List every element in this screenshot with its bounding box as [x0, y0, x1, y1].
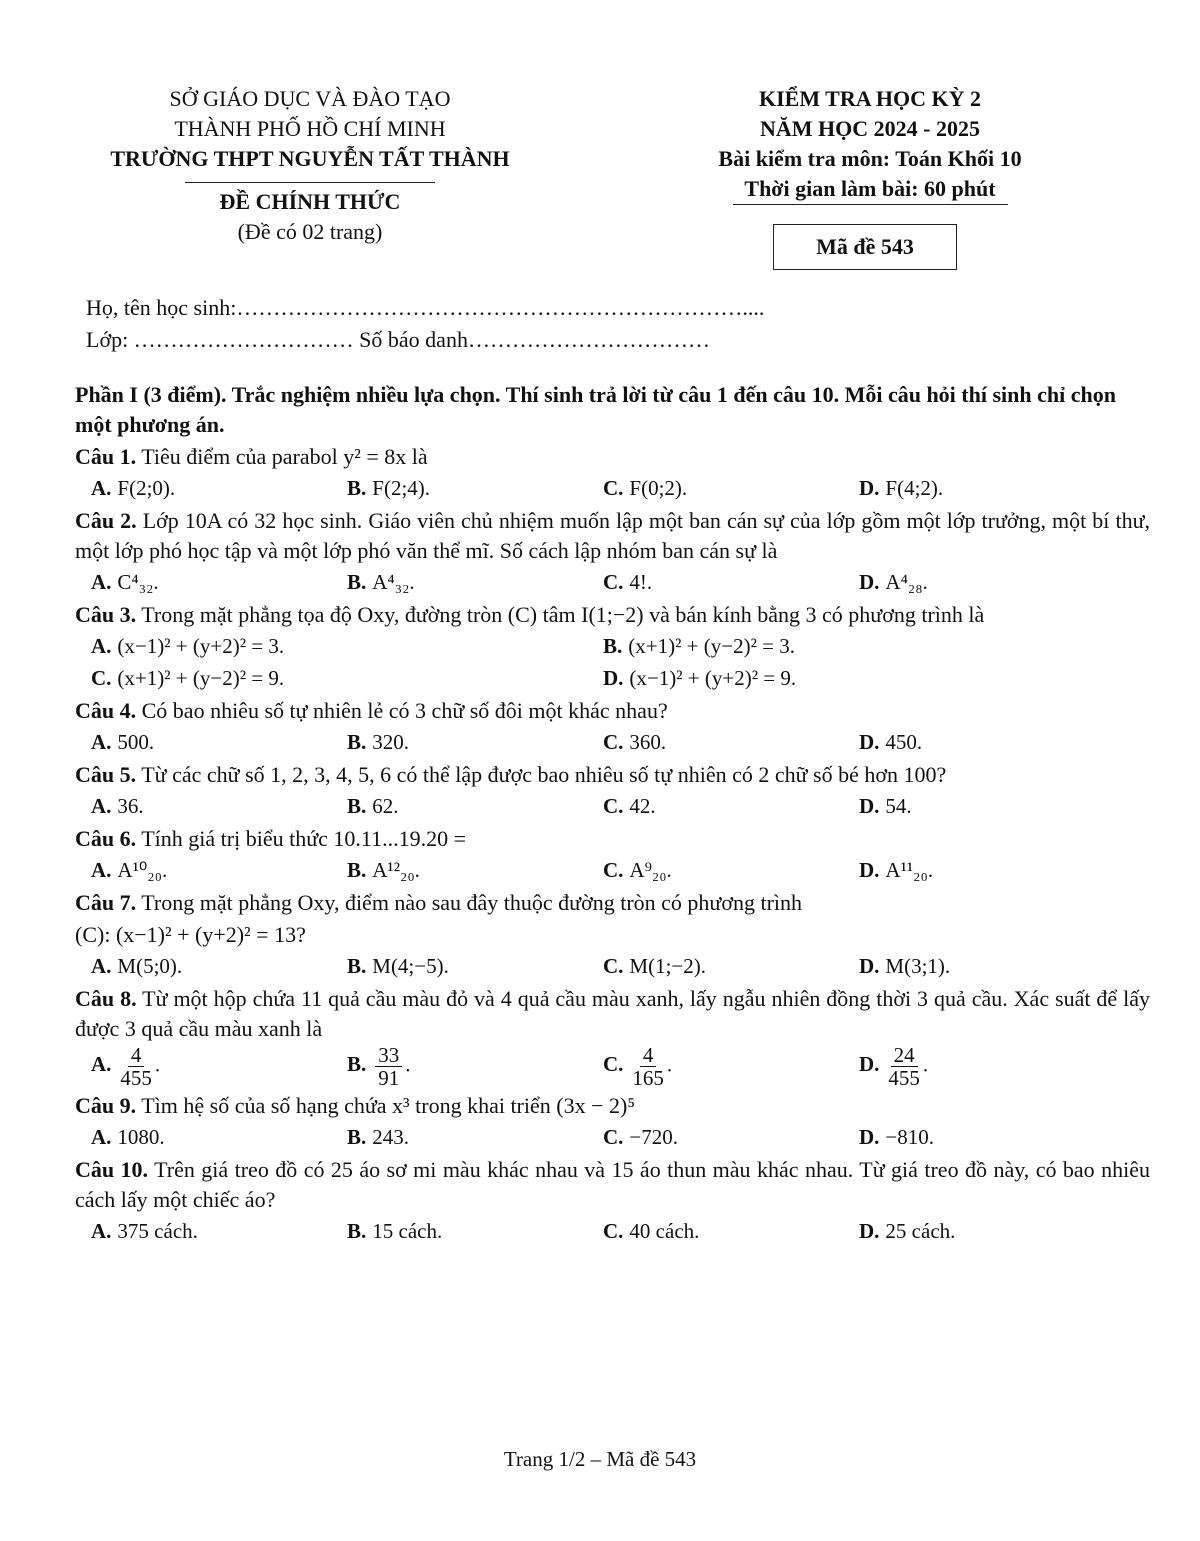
option-letter: A. [91, 730, 112, 754]
answer-option[interactable] [91, 1121, 347, 1153]
answer-options [91, 1044, 1150, 1089]
answer-option[interactable] [91, 854, 347, 886]
option-letter: D. [859, 730, 880, 754]
option-letter: D. [859, 954, 880, 978]
school-name: TRƯỜNG THPT NGUYỄN TẤT THÀNH [110, 146, 510, 171]
option-text: 320. [372, 730, 410, 754]
question [75, 506, 1150, 598]
question-stem [75, 442, 1150, 472]
option-letter: B. [347, 954, 367, 978]
question-text: Trong mặt phẳng Oxy, điểm nào sau đây thuộc đường tròn có phương trình [141, 890, 803, 915]
question-text: Tính giá trị biểu thức 10.11...19.20 = [141, 826, 466, 851]
question-text: Từ một hộp chứa 11 quả cầu màu đỏ và 4 quả cầu màu xanh, lấy ngẫu nhiên đồng thời 3 quả cầu. Xác suất để lấy được 3 quả cầu màu xanh là [75, 986, 1151, 1041]
question [75, 760, 1150, 822]
question-stem [75, 1155, 1150, 1215]
option-letter: D. [859, 1219, 880, 1243]
fraction-numerator: 24 [891, 1044, 918, 1067]
fraction-numerator: 33 [375, 1044, 402, 1067]
question-stem [75, 888, 1150, 918]
class-and-id-field: Lớp: ………………………… Số báo danh…………………………… [86, 327, 710, 352]
page-count-note: (Đề có 02 trang) [237, 219, 383, 244]
answer-option[interactable] [603, 566, 859, 598]
question [75, 442, 1150, 504]
answer-options [91, 630, 1150, 662]
option-letter: B. [347, 794, 367, 818]
question-label: Câu 9. [75, 1093, 137, 1118]
fraction-numerator: 4 [128, 1044, 145, 1067]
option-letter: B. [347, 1219, 367, 1243]
answer-options [91, 566, 1150, 598]
answer-option[interactable] [347, 566, 603, 598]
option-text: M(1;−2). [629, 954, 707, 978]
option-letter: C. [603, 570, 624, 594]
page-footer: Trang 1/2 – Mã đề 543 [503, 1447, 697, 1471]
option-letter: A. [91, 476, 112, 500]
option-text: M(3;1). [885, 954, 951, 978]
option-letter: B. [347, 858, 367, 882]
fraction [888, 1044, 920, 1089]
exam-header [680, 84, 1060, 205]
option-letter: C. [603, 1219, 624, 1243]
answer-options [91, 1215, 1150, 1247]
exam-title: KIỂM TRA HỌC KỲ 2 [758, 86, 982, 111]
option-text: 500. [117, 730, 155, 754]
answer-option[interactable] [91, 726, 347, 758]
option-letter: A. [91, 794, 112, 818]
option-text: (x+1)² + (y−2)² = 3. [628, 634, 795, 658]
question-label: Câu 3. [75, 602, 137, 627]
option-text: A⁴₃₂. [372, 570, 415, 594]
department-name: SỞ GIÁO DỤC VÀ ĐÀO TẠO [169, 86, 451, 111]
option-text: 25 cách. [885, 1219, 956, 1243]
answer-option[interactable] [859, 854, 1115, 886]
question-text: Lớp 10A có 32 học sinh. Giáo viên chủ nhiệm muốn lập một ban cán sự của lớp gồm một lớp trưởng, một bí thư, một lớp phó học tập và một lớp phó văn thể mĩ. Số cách lập nhóm ban cán sự là [75, 508, 1150, 563]
answer-option[interactable]: D. $\frac{24}{455}$ . [859, 1043, 929, 1090]
answer-option[interactable] [91, 472, 347, 504]
question [75, 1155, 1150, 1247]
option-text: F(2;0). [117, 476, 176, 500]
answer-options [91, 790, 1150, 822]
answer-option[interactable] [91, 662, 603, 694]
option-letter: B. [603, 634, 623, 658]
answer-options [91, 1121, 1150, 1153]
question-stem [75, 760, 1150, 790]
option-text: −810. [885, 1125, 935, 1149]
option-letter: D. [859, 570, 880, 594]
answer-option[interactable] [859, 1215, 1115, 1247]
answer-option[interactable]: B. $\frac{33}{91}$ . [347, 1043, 411, 1090]
option-text: M(4;−5). [372, 954, 449, 978]
fraction-denominator: 165 [632, 1066, 664, 1090]
answer-option[interactable] [603, 950, 859, 982]
option-letter: C. [603, 730, 624, 754]
fraction-denominator: 91 [378, 1066, 400, 1090]
answer-options [91, 726, 1150, 758]
question-text: Tiêu điểm của parabol y² = 8x là [141, 444, 428, 469]
option-letter: B. [347, 570, 367, 594]
option-letter: C. [91, 666, 112, 690]
answer-option[interactable] [347, 1121, 603, 1153]
answer-option[interactable] [603, 662, 1115, 694]
option-letter: C. [603, 1052, 624, 1077]
option-text: 62. [372, 794, 399, 818]
school-header [100, 84, 520, 247]
option-text: (x−1)² + (y+2)² = 9. [629, 666, 797, 690]
question [75, 696, 1150, 758]
option-letter: A. [91, 954, 112, 978]
exam-content [75, 380, 1150, 1247]
question-stem [75, 824, 1150, 854]
student-name-field: Họ, tên học sinh:…………………………………………………………….... [86, 295, 765, 320]
option-letter: C. [603, 794, 624, 818]
answer-option[interactable] [347, 854, 603, 886]
option-text: 42. [629, 794, 656, 818]
answer-option[interactable] [91, 1215, 347, 1247]
option-text: A⁹₂₀. [629, 858, 672, 882]
question-text: Trên giá treo đồ có 25 áo sơ mi màu khác nhau và 15 áo thun màu khác nhau. Từ giá treo đồ này, có bao nhiêu cách lấy một chiếc áo? [75, 1157, 1150, 1212]
question-stem [75, 696, 1150, 726]
answer-option[interactable] [859, 566, 1115, 598]
option-letter: C. [603, 1125, 624, 1149]
option-text: (x+1)² + (y−2)² = 9. [117, 666, 285, 690]
option-text: 54. [885, 794, 912, 818]
option-letter: B. [347, 476, 367, 500]
option-text: (x−1)² + (y+2)² = 3. [117, 634, 285, 658]
option-text: 450. [885, 730, 923, 754]
option-text: 15 cách. [372, 1219, 443, 1243]
option-letter: A. [91, 1125, 112, 1149]
question-stem [75, 1091, 1150, 1121]
question-text: Từ các chữ số 1, 2, 3, 4, 5, 6 có thể lập được bao nhiêu số tự nhiên có 2 chữ số bé hơn 100? [141, 762, 947, 787]
fraction [375, 1044, 402, 1089]
question-stem [75, 984, 1150, 1044]
answer-options [91, 472, 1150, 504]
question-label: Câu 10. [75, 1157, 149, 1182]
answer-options [91, 662, 1150, 694]
question-label: Câu 1. [75, 444, 137, 469]
answer-options [91, 854, 1150, 886]
school-year: NĂM HỌC 2024 - 2025 [760, 116, 980, 141]
answer-option[interactable] [603, 854, 859, 886]
answer-option[interactable] [859, 726, 1115, 758]
option-text: 360. [629, 730, 667, 754]
question-label: Câu 8. [75, 986, 137, 1011]
duration-line: Thời gian làm bài: 60 phút [744, 176, 996, 201]
question [75, 824, 1150, 886]
answer-option[interactable] [603, 630, 1115, 662]
answer-option[interactable] [347, 472, 603, 504]
option-text: 243. [372, 1125, 410, 1149]
fraction-denominator: 455 [120, 1066, 152, 1090]
answer-option[interactable] [91, 630, 603, 662]
question [75, 888, 1150, 982]
city-name: THÀNH PHỐ HỒ CHÍ MINH [174, 116, 446, 141]
question-text: Tìm hệ số của số hạng chứa x³ trong khai triển (3x − 2)⁵ [141, 1093, 635, 1118]
option-text: A¹⁰₂₀. [117, 858, 168, 882]
option-letter: A. [91, 1219, 112, 1243]
option-text: F(2;4). [372, 476, 431, 500]
option-text: A⁴₂₈. [885, 570, 928, 594]
option-text: −720. [629, 1125, 679, 1149]
option-text: A¹²₂₀. [372, 858, 420, 882]
answer-option[interactable] [603, 472, 859, 504]
question-label: Câu 5. [75, 762, 137, 787]
fraction-denominator: 455 [888, 1066, 920, 1090]
option-letter: B. [347, 1125, 367, 1149]
question-label: Câu 2. [75, 508, 137, 533]
answer-option[interactable]: A. $\frac{4}{455}$ . [91, 1043, 161, 1090]
option-letter: D. [859, 476, 880, 500]
answer-option[interactable] [859, 472, 1115, 504]
answer-option[interactable] [859, 950, 1115, 982]
option-letter: A. [91, 1052, 112, 1077]
option-letter: D. [603, 666, 624, 690]
option-letter: D. [859, 858, 880, 882]
answer-options [91, 950, 1150, 982]
option-text: A¹¹₂₀. [885, 858, 934, 882]
fraction [120, 1044, 152, 1089]
answer-option[interactable] [603, 1121, 859, 1153]
answer-option[interactable] [347, 950, 603, 982]
option-letter: C. [603, 954, 624, 978]
student-info [86, 292, 764, 356]
question-text: Trong mặt phẳng tọa độ Oxy, đường tròn (C) tâm I(1;−2) và bán kính bằng 3 có phương trình là [141, 602, 985, 627]
answer-option[interactable]: C. $\frac{4}{165}$ . [603, 1043, 673, 1090]
option-text: 36. [117, 794, 144, 818]
question-stem [75, 600, 1150, 630]
question [75, 984, 1150, 1089]
question-text: Có bao nhiêu số tự nhiên lẻ có 3 chữ số đôi một khác nhau? [141, 698, 668, 723]
option-letter: D. [859, 794, 880, 818]
subject-line: Bài kiểm tra môn: Toán Khối 10 [718, 146, 1022, 171]
option-letter: A. [91, 858, 112, 882]
answer-option[interactable] [603, 1215, 859, 1247]
answer-option[interactable] [859, 1121, 1115, 1153]
official-label: ĐỀ CHÍNH THỨC [219, 189, 401, 214]
question-stem [75, 506, 1150, 566]
option-letter: C. [603, 476, 624, 500]
answer-option[interactable] [347, 1215, 603, 1247]
answer-option[interactable] [859, 790, 1115, 822]
answer-option[interactable] [91, 566, 347, 598]
option-text: C⁴₃₂. [117, 570, 159, 594]
option-letter: B. [347, 730, 367, 754]
question-label: Câu 4. [75, 698, 137, 723]
option-text: 4!. [629, 570, 653, 594]
option-letter: B. [347, 1052, 367, 1077]
answer-option[interactable] [91, 950, 347, 982]
divider [733, 204, 1008, 205]
answer-option[interactable] [347, 790, 603, 822]
answer-option[interactable] [603, 790, 859, 822]
question-list [75, 442, 1150, 1247]
option-text: 1080. [117, 1125, 165, 1149]
option-letter: C. [603, 858, 624, 882]
option-text: 40 cách. [629, 1219, 700, 1243]
divider [185, 182, 435, 183]
question-text-continued: (C): (x−1)² + (y+2)² = 13? [75, 922, 306, 947]
fraction-numerator: 4 [640, 1044, 657, 1067]
option-letter: D. [859, 1125, 880, 1149]
answer-option[interactable] [91, 790, 347, 822]
answer-option[interactable] [603, 726, 859, 758]
question [75, 600, 1150, 694]
option-text: F(0;2). [629, 476, 688, 500]
section-heading: Phần I (3 điểm). Trắc nghiệm nhiều lựa chọn. Thí sinh trả lời từ câu 1 đến câu 10. Mỗi câu hỏi thí sinh chỉ chọn một phương án. [75, 382, 1116, 437]
option-letter: A. [91, 570, 112, 594]
exam-code-box: Mã đề 543 [773, 224, 957, 270]
question-label: Câu 6. [75, 826, 137, 851]
option-letter: A. [91, 634, 112, 658]
question-label: Câu 7. [75, 890, 137, 915]
answer-option[interactable] [347, 726, 603, 758]
fraction [632, 1044, 664, 1089]
option-text: 375 cách. [117, 1219, 198, 1243]
option-letter: D. [859, 1052, 880, 1077]
question [75, 1091, 1150, 1153]
option-text: F(4;2). [885, 476, 944, 500]
option-text: M(5;0). [117, 954, 183, 978]
